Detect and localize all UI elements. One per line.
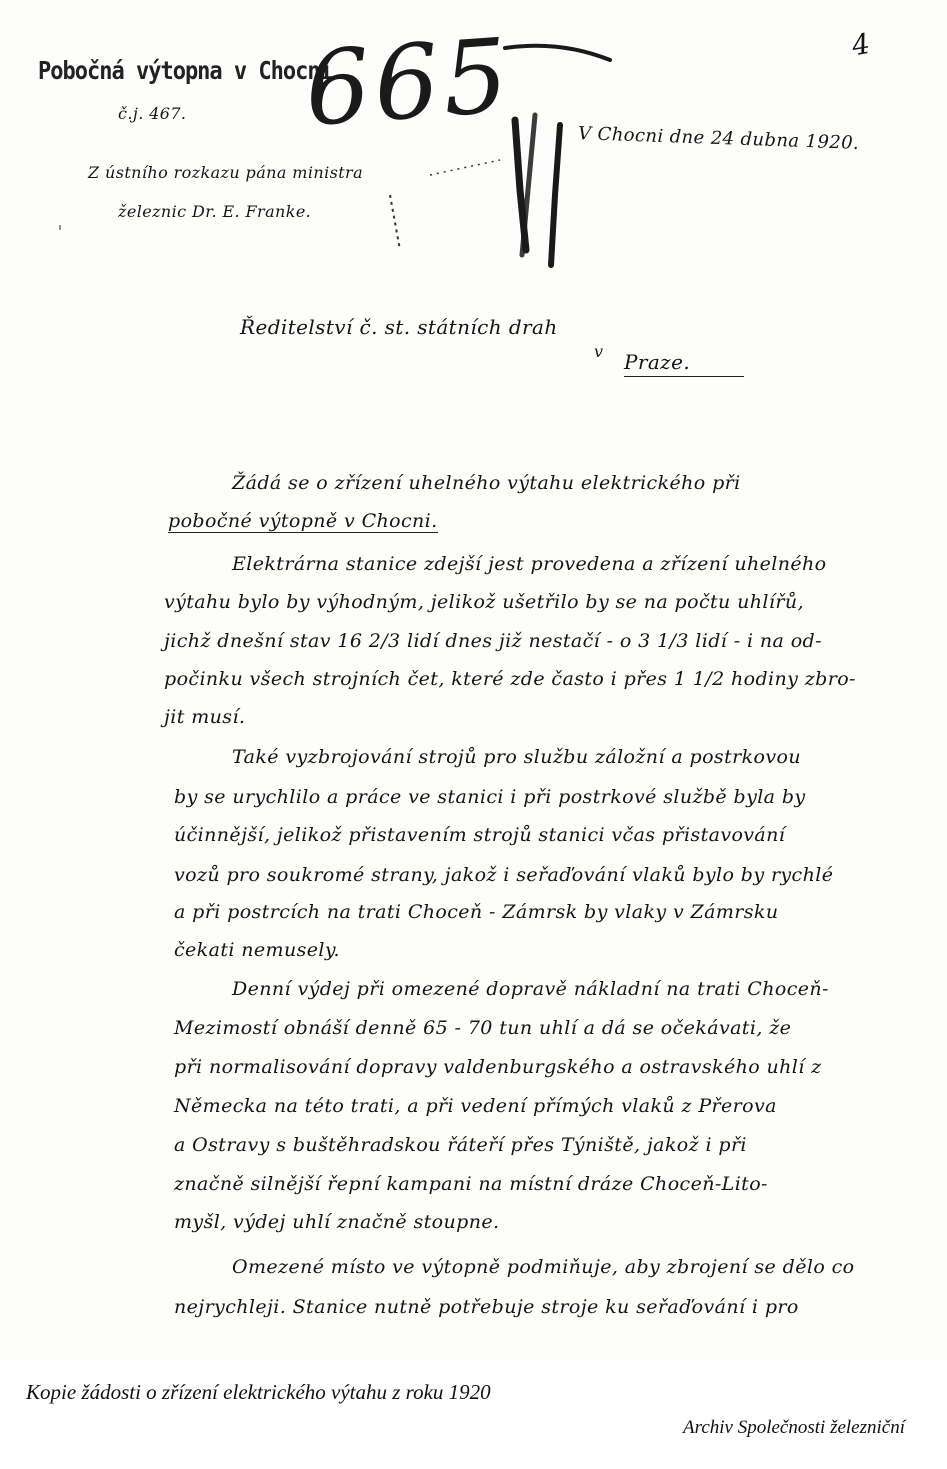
addressee-city: Praze. xyxy=(624,350,744,377)
body-line: jit musí. xyxy=(164,706,246,728)
body-line: a při postrcích na trati Choceň - Zámrsk by vlaky v Zámrsku xyxy=(174,901,779,923)
corner-mark: 4 xyxy=(849,26,873,63)
body-line: Elektrárna stanice zdejší jest provedena a zřízení uhelného xyxy=(232,553,827,575)
body-line: čekati nemusely. xyxy=(174,939,340,961)
body-line: účinnější, jelikož přistavením strojů stanici včas přistavování xyxy=(174,824,786,846)
origin-line-1: Z ústního rozkazu pána ministra xyxy=(88,163,364,182)
body-line: Mezimostí obnáší denně 65 - 70 tun uhlí a dá se očekávati, že xyxy=(174,1017,792,1039)
reference-number: č.j. 467. xyxy=(118,104,187,123)
image-caption: Kopie žádosti o zřízení elektrického výtahu z roku 1920 xyxy=(26,1380,491,1404)
body-line: jichž dnešní stav 16 2/3 lidí dnes již nestačí - o 3 1/3 lidí - i na od- xyxy=(164,630,822,652)
body-line: Žádá se o zřízení uhelného výtahu elektrického při xyxy=(232,472,741,494)
office-stamp: Pobočná výtopna v Chocni. xyxy=(38,57,345,86)
body-line: a Ostravy s buštěhradskou řáteří přes Týniště, jakož i při xyxy=(174,1134,747,1156)
body-line: při normalisování dopravy valdenburgského a ostravského uhlí z xyxy=(174,1056,822,1078)
origin-line-2: železnic Dr. E. Franke. xyxy=(118,202,312,221)
body-line: myšl, výdej uhlí značně stoupne. xyxy=(174,1211,500,1233)
registry-number: 665 xyxy=(301,16,516,150)
body-line: Také vyzbrojování strojů pro službu záložní a postrkovou xyxy=(232,746,801,768)
addressee: Ředitelství č. st. státních drah xyxy=(240,315,558,339)
body-line: nejrychleji. Stanice nutně potřebuje stroje ku seřaďování i pro xyxy=(174,1296,799,1318)
addressee-preposition: v xyxy=(594,342,604,361)
body-line: počinku všech strojních čet, které zde často i přes 1 1/2 hodiny zbro- xyxy=(164,668,856,690)
body-line: Omezené místo ve výtopně podmiňuje, aby zbrojení se dělo co xyxy=(232,1256,855,1278)
body-line: Denní výdej při omezené dopravě nákladní na trati Choceň- xyxy=(232,978,829,1000)
body-line: výtahu bylo by výhodným, jelikož ušetřilo by se na počtu uhlířů, xyxy=(164,591,804,613)
place-and-date: V Chocni dne 24 dubna 1920. xyxy=(577,123,860,154)
body-line: pobočné výtopně v Chocni. xyxy=(168,510,438,532)
body-line: by se urychlilo a práce ve stanici i při postrkové službě byla by xyxy=(174,786,806,808)
body-line: Německa na této trati, a při vedení přímých vlaků z Přerova xyxy=(174,1095,777,1117)
body-line: vozů pro soukromé strany, jakož i seřaďování vlaků bylo by rychlé xyxy=(174,864,834,886)
image-credit: Archiv Společnosti železniční xyxy=(683,1417,905,1438)
body-line: značně silnější řepní kampani na místní dráze Choceň-Lito- xyxy=(174,1173,768,1195)
